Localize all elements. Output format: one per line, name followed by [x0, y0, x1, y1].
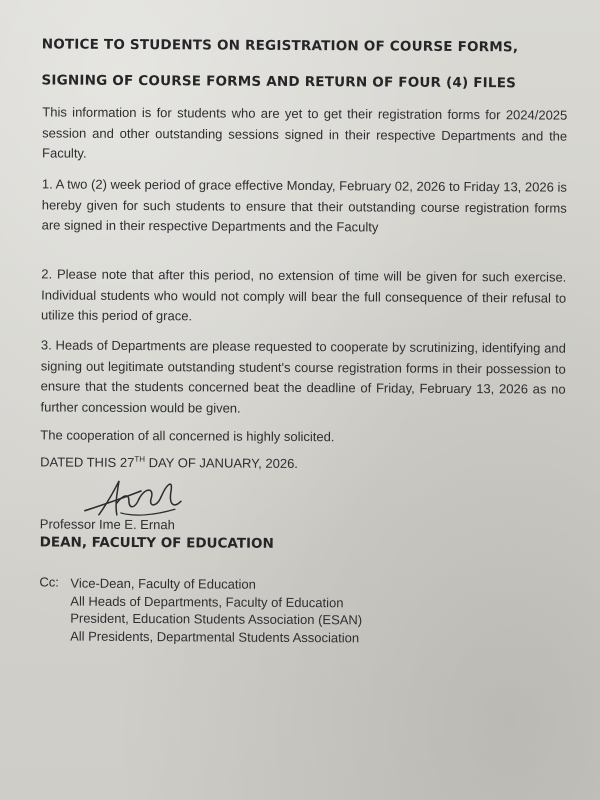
cc-recipient: All Presidents, Departmental Students Association: [70, 628, 360, 645]
signatory-title: DEAN, FACULTY OF EDUCATION: [39, 534, 274, 552]
dated-prefix: DATED THIS 27: [40, 454, 135, 470]
dated-suffix: DAY OF JANUARY, 2026.: [144, 455, 298, 471]
notice-heading-line-2: SIGNING OF COURSE FORMS AND RETURN OF FOUR (4) FILES: [41, 72, 517, 92]
cc-recipient-list: [70, 575, 362, 647]
cc-recipient: Vice-Dean, Faculty of Education: [70, 575, 256, 592]
point-1-paragraph: 1. A two (2) week period of grace effective Monday, February 02, 2026 to Friday 13, 2026 is hereby given for such students to ensure that their outstanding course registration forms are signed in their respective Departments and the Faculty: [41, 176, 567, 235]
point-2-paragraph: 2. Please note that after this period, no extension of time will be given for such exercise. Individual students who would not comply will bear the full consequence of their refusal to utilize this period of grace.: [41, 266, 567, 324]
cooperation-paragraph: The cooperation of all concerned is highly solicited.: [40, 427, 335, 445]
notice-heading-line-1: NOTICE TO STUDENTS ON REGISTRATION OF COURSE FORMS,: [41, 36, 519, 56]
dated-ordinal: TH: [134, 454, 146, 464]
cc-recipient: All Heads of Departments, Faculty of Education: [70, 593, 344, 610]
cc-label: Cc:: [39, 574, 59, 590]
cc-recipient: President, Education Students Association (ESAN): [70, 610, 363, 628]
dated-line: [40, 454, 298, 471]
signatory-name: Professor Ime E. Ernah: [39, 516, 175, 533]
intro-paragraph: This information is for students who are yet to get their registration forms for 2024/2025 session and other outstanding sessions signed in their respective Departments and the Faculty.: [42, 104, 568, 161]
point-3-paragraph: 3. Heads of Departments are please requested to cooperate by scrutinizing, identifying and signing out legitimate outstanding student's course registration forms in their possession to ensure that the students concerned beat the deadline of Friday, February 13, 2026 as no further concession would be given.: [40, 337, 566, 416]
